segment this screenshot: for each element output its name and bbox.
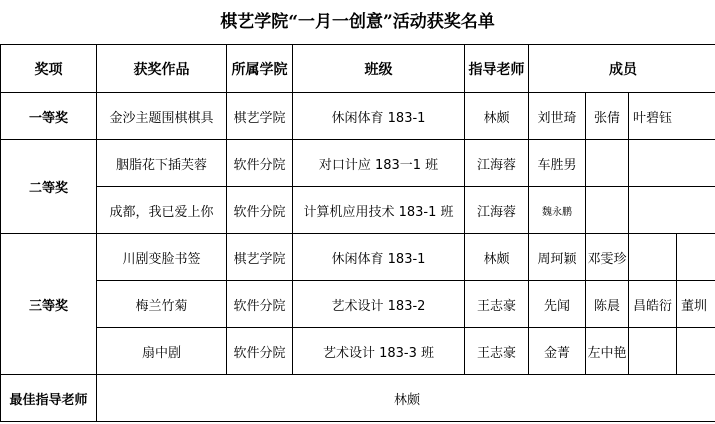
table-row bbox=[1, 328, 715, 375]
document-title: 棋艺学院“一月一创意”活动获奖名单 bbox=[220, 12, 495, 32]
work-cell: 扇中剧 bbox=[97, 328, 227, 375]
member-cell bbox=[677, 234, 715, 281]
member-cell bbox=[629, 140, 715, 187]
member-cell bbox=[629, 234, 677, 281]
college-cell: 棋艺学院 bbox=[227, 234, 293, 281]
member-cell bbox=[629, 187, 715, 234]
member-cell: 叶碧钰 bbox=[629, 93, 715, 140]
header-class: 班级 bbox=[293, 45, 465, 93]
table-row bbox=[1, 187, 715, 234]
member-cell: 张倩 bbox=[586, 93, 629, 140]
class-cell: 计算机应用技术 183-1 班 bbox=[293, 187, 465, 234]
work-cell: 成都，我已爱上你 bbox=[97, 187, 227, 234]
member-cell: 陈晨 bbox=[586, 281, 629, 328]
member-cell: 昌皓衍 bbox=[629, 281, 677, 328]
member-cell bbox=[586, 187, 629, 234]
table-row bbox=[1, 281, 715, 328]
member-cell: 刘世琦 bbox=[529, 93, 586, 140]
member-cell bbox=[677, 328, 715, 375]
teacher-cell: 林颇 bbox=[465, 234, 529, 281]
teacher-cell: 江海蓉 bbox=[465, 187, 529, 234]
member-cell: 左中艳 bbox=[586, 328, 629, 375]
header-teacher: 指导老师 bbox=[465, 45, 529, 93]
best-teacher-row bbox=[1, 375, 715, 422]
class-cell: 对口计应 183一1 班 bbox=[293, 140, 465, 187]
work-cell: 胭脂花下插芙蓉 bbox=[97, 140, 227, 187]
class-cell: 休闲体育 183-1 bbox=[293, 234, 465, 281]
member-cell: 董圳 bbox=[677, 281, 715, 328]
header-work: 获奖作品 bbox=[97, 45, 227, 93]
award-second: 二等奖 bbox=[1, 140, 97, 234]
award-table bbox=[0, 44, 715, 422]
class-cell: 艺术设计 183-3 班 bbox=[293, 328, 465, 375]
header-college: 所属学院 bbox=[227, 45, 293, 93]
table-header-row bbox=[1, 45, 715, 93]
class-cell: 艺术设计 183-2 bbox=[293, 281, 465, 328]
best-teacher-label: 最佳指导老师 bbox=[1, 375, 97, 422]
work-cell: 金沙主题围棋棋具 bbox=[97, 93, 227, 140]
member-cell: 魏永鹏 bbox=[529, 187, 586, 234]
work-cell: 川剧变脸书签 bbox=[97, 234, 227, 281]
header-award: 奖项 bbox=[1, 45, 97, 93]
member-cell: 周珂颖 bbox=[529, 234, 586, 281]
table-row bbox=[1, 140, 715, 187]
teacher-cell: 江海蓉 bbox=[465, 140, 529, 187]
member-cell: 邓雯珍 bbox=[586, 234, 629, 281]
member-cell bbox=[629, 328, 677, 375]
college-cell: 软件分院 bbox=[227, 281, 293, 328]
class-cell: 休闲体育 183-1 bbox=[293, 93, 465, 140]
member-cell bbox=[586, 140, 629, 187]
header-members: 成员 bbox=[529, 45, 715, 93]
teacher-cell: 林颇 bbox=[465, 93, 529, 140]
college-cell: 软件分院 bbox=[227, 328, 293, 375]
work-cell: 梅兰竹菊 bbox=[97, 281, 227, 328]
award-third: 三等奖 bbox=[1, 234, 97, 375]
college-cell: 软件分院 bbox=[227, 187, 293, 234]
table-row bbox=[1, 234, 715, 281]
college-cell: 棋艺学院 bbox=[227, 93, 293, 140]
member-cell: 车胜男 bbox=[529, 140, 586, 187]
member-cell: 金菁 bbox=[529, 328, 586, 375]
member-cell: 先闻 bbox=[529, 281, 586, 328]
teacher-cell: 王志豪 bbox=[465, 328, 529, 375]
teacher-cell: 王志豪 bbox=[465, 281, 529, 328]
award-first: 一等奖 bbox=[1, 93, 97, 140]
college-cell: 软件分院 bbox=[227, 140, 293, 187]
table-row bbox=[1, 93, 715, 140]
best-teacher-value: 林颇 bbox=[97, 375, 715, 422]
